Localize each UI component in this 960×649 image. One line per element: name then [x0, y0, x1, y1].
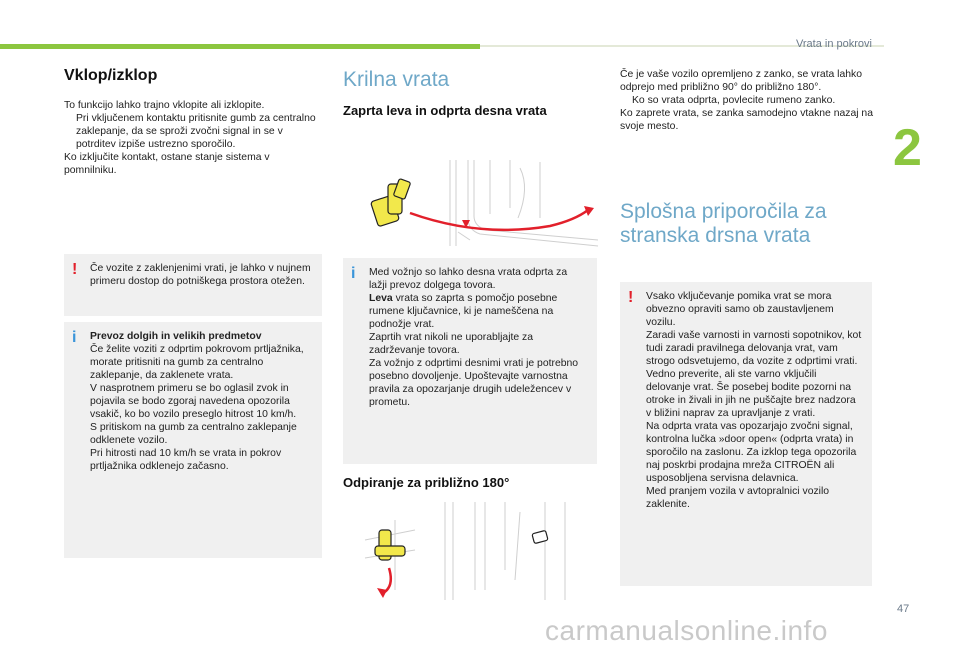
column-middle	[343, 68, 605, 118]
strap-outro: Ko zaprete vrata, se zanka samodejno vtakne nazaj na svoje mesto.	[620, 108, 873, 132]
info-wing-text	[369, 266, 587, 409]
heading-sliding-doors: Splošna priporočila za stranska drsna vrata	[620, 200, 827, 247]
column-right	[620, 68, 882, 133]
strap-bullet-text: Ko so vrata odprta, povlecite rumeno zanko.	[632, 95, 836, 106]
chapter-number: 2	[893, 119, 922, 177]
bullet-marker	[620, 94, 632, 107]
info-box-wing-doors	[343, 258, 597, 464]
illustration-door-lock	[370, 158, 600, 248]
warning-box-doors	[64, 254, 322, 316]
page-number: 47	[897, 603, 910, 615]
warning-box-sliding-doors	[620, 282, 872, 586]
header-accent-bar	[0, 44, 480, 49]
subheading-opening-180: Odpiranje za približno 180°	[343, 475, 510, 490]
outro-text: Ko izključite kontakt, ostane stanje sistema v pomnilniku.	[64, 152, 270, 176]
info-icon: i	[72, 329, 77, 346]
column-left	[64, 67, 324, 177]
info-wing-text-2: vrata so zaprta s pomočjo posebne rumene ključavnice, ki je nameščena na podnožje vrat. Zaprtih vrat nikoli ne uporabljajte za zadrževanje tovora. Za vožnjo z odprtimi desnimi vrati je potrebno posebno dovoljenje. Upoštevajte varnostna pravila za opozarjanje drugih udeležencev v prometu.	[369, 293, 579, 408]
info-box-long-items	[64, 322, 322, 558]
info-title: Prevoz dolgih in velikih predmetov	[90, 331, 262, 342]
strap-bullet	[620, 94, 882, 107]
warning-icon: !	[72, 261, 78, 278]
strap-text: Če je vaše vozilo opremljeno z zanko, se vrata lahko odprejo med približno 90° do približno 180°.	[620, 69, 862, 93]
watermark: carmanualsonline.info	[545, 615, 828, 646]
warning-icon: !	[628, 289, 634, 306]
info-wing-text-1: Med vožnjo so lahko desna vrata odprta za lažji prevoz dolgega tovora.	[369, 267, 568, 291]
info-icon: i	[351, 265, 356, 282]
bullet-text: Pri vključenem kontaktu pritisnite gumb za centralno zaklepanje, da se sproži zvočni signal in se v potrditev izpiše ustrezno sporočilo.	[76, 113, 316, 150]
subheading-closed-left-open-right: Zaprta leva in odprta desna vrata	[343, 103, 547, 118]
intro-text: To funkcijo lahko trajno vklopite ali izklopite.	[64, 100, 265, 111]
info-wing-lead: Leva	[369, 293, 393, 304]
bullet-marker	[64, 112, 76, 151]
warning-text: Če vozite z zaklenjenimi vrati, je lahko v nujnem primeru dostop do potniškega prostora otežen.	[90, 263, 311, 287]
bullet-item	[64, 112, 324, 151]
info-text: Če želite voziti z odprtim pokrovom prtljažnika, morate pritisniti na gumb za centralno zaklepanje, da zaklenete vrata. V nasprotnem primeru se bo oglasil zvok in pojavila se bodo zgoraj navedena opozorila vsakič, ko bo vozilo preseglo hitrost 10 km/h. S pritiskom na gumb za centralno zaklepanje odklenete vozilo. Pri hitrosti nad 10 km/h se vrata in pokrov prtljažnika odklenejo začasno.	[90, 344, 304, 472]
heading-krilna-vrata: Krilna vrata	[343, 68, 450, 91]
section-title: Vrata in pokrovi	[795, 38, 872, 50]
warning-sliding-text: Vsako vključevanje pomika vrat se mora obvezno opraviti samo ob zaustavljenem vozilu. Zaradi vaše varnosti in varnosti sopotnikov, kot tudi zaradi pravilnega delovanja vrat, vam strogo odsvetujemo, da vozite z odprtimi vrati. Vedno preverite, ali ste varno vključili delovanje vrat. Še posebej bodite pozorni na otroke in živali in jih ne puščajte brez nadzora v bližini naprav za upravljanje z vrati. Na odprta vrata vas opozarjajo zvočni signal, kontrolna lučka »door open« (odprta vrata) in sporočilo na zaslonu. Za izklop tega opozorila naj poskrbi prodajna mreža CITROËN ali usposobljena servisna delavnica. Med pranjem vozila v avtopralnici vozilo zaklenite.	[646, 291, 862, 510]
illustration-door-strap	[355, 500, 605, 605]
heading-vklop-izklop: Vklop/izklop	[64, 67, 158, 84]
